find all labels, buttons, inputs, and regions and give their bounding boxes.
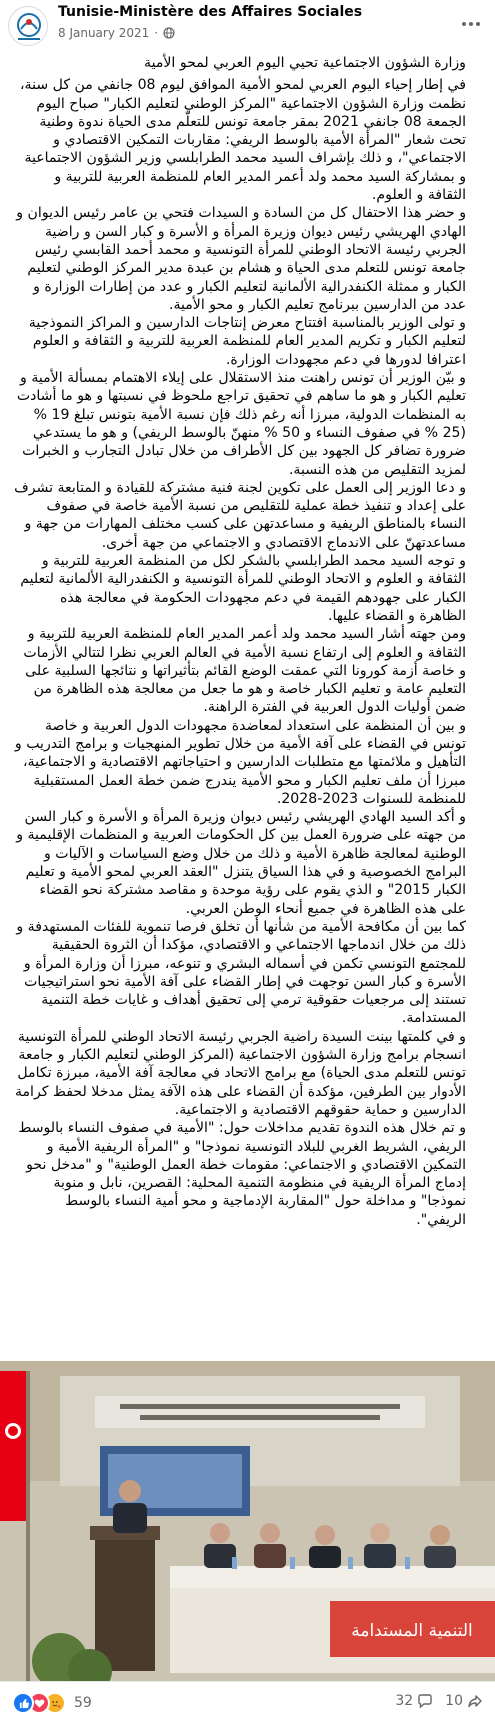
more-options-icon[interactable] (457, 10, 485, 38)
post-body (14, 54, 466, 1229)
banner-text: التنمية المستدامة (351, 1621, 473, 1641)
globe-icon (163, 27, 175, 39)
shares-stat[interactable] (445, 1693, 483, 1709)
post-meta (58, 26, 175, 40)
reactions-summary[interactable] (12, 1692, 92, 1714)
comment-icon (417, 1693, 433, 1709)
post-paragraph: و أكد السيد الهادي الهريشي رئيس ديوان وزيرة المرأة و الأسرة و كبار السن من جهته على ضرورة العمل بين كل الحكومات العربية و المنظمات الإقليمية و الوطنية لمعالجة ظاهرة الأمية و ذلك من خلال وضع السياسات و الآليات و البرامج الخصوصية و في هذا السياق يتنزل "العقد العربي لمحو الأمية و تعليم الكبار 2015" و الذي يقوم على رؤية موحدة و مقاصد مشتركة نحو القضاء على هذه الظاهرة في جميع أنحاء الوطن العربي. (16, 809, 466, 917)
engagement-stats (383, 1693, 483, 1709)
post-header (0, 0, 495, 52)
reaction-count: 59 (74, 1695, 92, 1711)
post-paragraph: ومن جهته أشار السيد محمد ولد أعمر المدير العام للمنظمة العربية للتربية و الثقافة و العلوم إلى ارتفاع نسبة الأمية في العالم العربي نظرا لتتالي الأزمات و خاصة أزمة كورونا التي عمقت الوضع القائم بتأثيراتها و نتائجها السلبية على التعليم عامة و تعليم الكبار خاصة و هو ما جعل من معالجة هذه الظاهرة من ضمن أوليات الدول العربية في الفترة الراهنة. (23, 626, 466, 716)
post-paragraph: و تم خلال هذه الندوة تقديم مداخلات حول: "الأمية في صفوف النساء بالوسط الريفي، الشريط الغربي للبلاد التونسية نموذجا" و "المرأة الريفية الأمية و التمكين الاقتصادي و الاجتماعي: مقومات خطة العمل الوطنية" و "مدخل نحو إدماج المرأة الريفية في منظومة التنمية المحلية: القصرين، نابل و منوبة نموذجا" و مداخلة حول "المقاربة الإدماجية و محو أمية النساء بالوسط الريفي". (18, 1120, 466, 1228)
post-paragraph: و تولى الوزير بالمناسبة افتتاح معرض إنتاجات الدارسين و المراكز النموذجية لتعليم الكبار و تكريم المدير العام للمنظمة العربية للتربية و الثقافة و العلوم اعترافا لدورها في دعم مجهودات الوزارة. (28, 315, 466, 368)
post-paragraph: في إطار إحياء اليوم العربي لمحو الأمية الموافق ليوم 08 جانفي من كل سنة، نظمت وزارة الشؤون الاجتماعية "المركز الوطني لتعليم الكبار" صباح اليوم الجمعة 08 جانفي 2021 بمقر جامعة تونس للتعلّم مدى الحياة ندوة وطنية تحت شعار "المرأة الأمية بالوسط الريفي: مقاربات التمكين الاقتصادي و الاجتماعي"، و ذلك بإشراف السيد محمد الطرابلسي وزير الشؤون الاجتماعية و بمشاركة السيد محمد ولد أعمر المدير العام للمنظمة العربية للتربية و الثقافة و العلوم. (20, 77, 466, 204)
share-icon (467, 1693, 483, 1709)
post-paragraph: و بين أن المنظمة على استعداد لمعاضدة مجهودات الدول العربية و خاصة تونس في القضاء على آفة الأمية من خلال تطوير المنهجيات و برامج التدريب و التأهيل و ملائمتها مع متطلبات الدارسين و احتياجاتهم الاقتصادية و الاجتماعية، مبرزا أن ملف تعليم الكبار و محو الأمية يندرج ضمن خطة العمل المستقبلية للمنظمة للسنوات 2023-2028. (14, 717, 466, 807)
like-icon (12, 1692, 34, 1714)
post-paragraph: و حضر هذا الاحتفال كل من السادة و السيدات فتحي بن عامر رئيس الديوان و الهادي الهريشي رئيس ديوان وزيرة المرأة و الأسرة و كبار السن و راضية الجربي رئيسة الاتحاد الوطني للمرأة التونسية و محمد أحمد القابسي رئيس جامعة تونس للتعلم مدى الحياة و هشام بن عبدة مدير المركز الوطني لتعليم الكبار و ممثلة الكنفدرالية الألمانية لتعليم الكبار و عدد من إطارات الوزارة و عدد من الدارسين ببرنامج تعليم الكبار و محو الأمية. (16, 205, 466, 313)
post-paragraph: و توجه السيد محمد الطرابلسي بالشكر لكل من المنظمة العربية للتربية و الثقافة و العلوم و الاتحاد الوطني للمرأة التونسية و الكنفدرالية الألمانية لتعليم الكبار على جهودهم القيمة في دعم مجهودات الحكومة في معالجة هذه الظاهرة و القضاء عليها. (20, 553, 466, 624)
post-title: وزارة الشؤون الاجتماعية تحيي اليوم العربي لمحو الأمية (144, 55, 466, 71)
post-paragraph: كما بين أن مكافحة الأمية من شأنها أن تخلق فرصا تنموية للفئات المستهدفة و ذلك من خلال اندماجها الاجتماعي و الاقتصادي، مؤكدا أن الثروة الحقيقية للمجتمع التونسي تكمن في أسماله البشري و تنوعه، مبرزا أن وزارة المرأة و الأسرة و كبار السن توجهت في إطار القضاء على آفة الأمية نحو استراتيجيات تستند إلى مرجعيات حقوقية ترمي إلى تحقيق أهداف و غايات خطة التنمية المستدامة. (16, 918, 466, 1027)
comments-stat[interactable] (395, 1693, 433, 1709)
post-paragraph: و دعا الوزير إلى العمل على تكوين لجنة فنية مشتركة للقيادة و المتابعة تشرف على إعداد و تنفيذ خطة عملية للتقليص من نسبة الأمية خاصة في صفوف النساء بالمناطق الريفية و مساعدتهن على كسب مختلف المهارات من جهة و مساعدتهنّ على الاندماج الاقتصادي و الاجتماعي من جهة أخرى. (14, 479, 466, 551)
post-photo[interactable] (0, 1361, 495, 1681)
share-count: 10 (445, 1693, 463, 1709)
ministry-logo-icon (9, 7, 48, 46)
page-avatar[interactable] (8, 6, 48, 46)
conference-photo (0, 1361, 495, 1681)
page-name-link[interactable]: Tunisie-Ministère des Affaires Sociales (58, 4, 363, 20)
post-paragraph: و بيّن الوزير أن تونس راهنت منذ الاستقلال على إيلاء الاهتمام بمسألة الأمية و تعليم الكبار و هو ما ساهم في تحقيق تراجع ملحوظ في نسبتها و هو ما أشادت به المنظمات الدولية، مبرزا أنه رغم ذلك فإن نسبة الأمية بتونس تبلغ 19 % (25 % في صفوف النساء و 50 % منهنّ بالوسط الريفي) و هو ما يستدعي ضرورة تضافر كل الجهود بين كل الأطراف من خلال تبادل التجارب و الخبرات لمزيد التقليص من هذه النسبة. (16, 370, 466, 478)
meta-separator: · (154, 26, 159, 40)
post-date[interactable]: 8 January 2021 (58, 26, 150, 40)
comment-count: 32 (395, 1693, 414, 1709)
post-paragraph: و في كلمتها بينت السيدة راضية الجربي رئيسة الاتحاد الوطني للمرأة التونسية انسجام برامج وزارة الشؤون الاجتماعية (المركز الوطني لتعليم الكبار و جامعة تونس للتعلم مدى الحياة) مع برامج الاتحاد في معالجة آفة الأمية، مبرزة تكامل الأدوار بين الطرفين، مؤكدة أن القضاء على هذه الآفة يمثل مدخلا لحفظ كرامة الدارسين و حماية حقوقهم الاقتصادية و الاجتماعية. (14, 1028, 466, 1118)
post-footer (0, 1681, 495, 1724)
